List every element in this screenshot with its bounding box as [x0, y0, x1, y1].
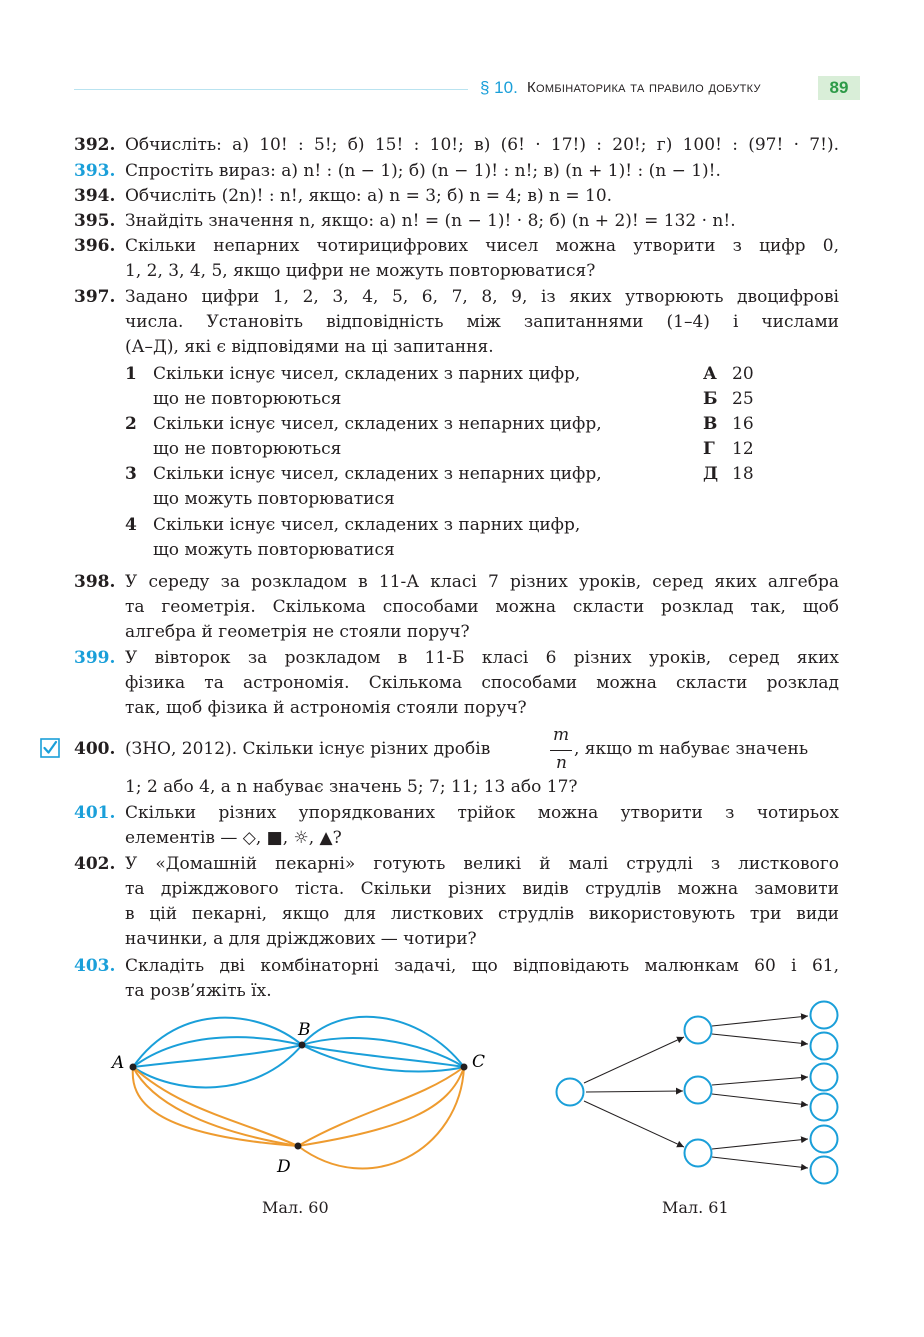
question-text: Скільки існує чисел, складених з непарних цифр,: [153, 414, 602, 434]
problem-398-line2: та геометрія. Скількома способами можна скласти розклад так, щоб: [125, 597, 839, 617]
problem-396-line2: 1, 2, 3, 4, 5, якщо цифри не можуть повторюватися?: [125, 261, 596, 281]
label-b: B: [298, 1020, 311, 1040]
problem-394-text: Обчисліть (2n)! : n!, якщо: а) n = 3; б) n = 4; в) n = 10.: [125, 186, 613, 206]
problem-395-text: Знайдіть значення n, якщо: а) n! = (n − 1)! · 8; б) (n + 2)! = 132 · n!.: [125, 211, 736, 231]
problem-number-399: 399.: [74, 648, 116, 668]
section-title: Комбінаторика та правило добутку: [527, 79, 761, 96]
question-text: що не повторюються: [153, 389, 342, 409]
answer-value: 18: [732, 464, 754, 484]
problem-396-line1: Скільки непарних чотирицифрових чисел можна утворити з цифр 0,: [125, 236, 839, 256]
problem-401-line2: елементів — ◇, ■, ☼, ▲?: [125, 828, 342, 848]
problem-number-403: 403.: [74, 956, 116, 976]
problem-398-line3: алгебра й геометрія не стояли поруч?: [125, 622, 470, 642]
problem-400-line1-start: (ЗНО, 2012). Скільки існує різних дробів: [125, 739, 491, 759]
problem-400-line1-end: , якщо m набуває значень: [574, 739, 809, 759]
tree-nodes: [557, 1002, 838, 1184]
problem-number-395: 395.: [74, 211, 116, 231]
problem-402-line4: начинки, а для дріжджових — чотири?: [125, 929, 477, 949]
question-number: 4: [125, 515, 137, 535]
problem-number-398: 398.: [74, 572, 116, 592]
problem-403-line1: Складіть дві комбінаторні задачі, що відповідають малюнкам 60 і 61,: [125, 956, 839, 976]
fraction-numerator: m: [553, 725, 570, 745]
label-a: A: [112, 1053, 125, 1073]
question-number: 3: [125, 464, 137, 484]
answer-value: 25: [732, 389, 754, 409]
label-c: C: [472, 1052, 486, 1072]
question-number: 1: [125, 364, 137, 384]
figure-60-caption: Мал. 60: [262, 1198, 329, 1217]
page-number: 89: [818, 76, 860, 100]
answer-value: 20: [732, 364, 754, 384]
problem-397-line1: Задано цифри 1, 2, 3, 4, 5, 6, 7, 8, 9, із яких утворюють двоцифрові: [125, 287, 839, 307]
problem-403-line2: та розв’яжіть їх.: [125, 981, 272, 1001]
problem-399-line3: так, щоб фізика й астрономія стояли поруч?: [125, 698, 527, 718]
question-text: Скільки існує чисел, складених з парних цифр,: [153, 515, 581, 535]
question-text: Скільки існує чисел, складених з непарних цифр,: [153, 464, 602, 484]
problem-number-392: 392.: [74, 135, 116, 155]
problem-number-396: 396.: [74, 236, 116, 256]
answer-letter: Д: [703, 464, 719, 484]
problem-number-397: 397.: [74, 287, 116, 307]
question-text: що не повторюються: [153, 439, 342, 459]
problem-402-line3: в цій пекарні, якщо для листкових струдлів використовують три види: [125, 904, 839, 924]
answer-letter: А: [703, 364, 717, 384]
answer-letter: В: [703, 414, 718, 434]
section-number: § 10.: [480, 78, 518, 97]
problem-number-401: 401.: [74, 803, 116, 823]
figure-61-caption: Мал. 61: [662, 1198, 729, 1217]
problem-number-400: 400.: [74, 739, 116, 759]
question-text: Скільки існує чисел, складених з парних цифр,: [153, 364, 581, 384]
answer-value: 12: [732, 439, 754, 459]
problem-397-line2: числа. Установіть відповідність між запитаннями (1–4) і числами: [125, 312, 839, 332]
problem-399-line2: фізика та астрономія. Скількома способами можна скласти розклад: [125, 673, 839, 693]
question-text: що можуть повторюватися: [153, 489, 395, 509]
problem-401-line1: Скільки різних упорядкованих трійок можна утворити з чотирьох: [125, 803, 839, 823]
problem-392-text: Обчисліть: а) 10! : 5!; б) 15! : 10!; в) (6! · 17!) : 20!; г) 100! : (97! · 7!).: [125, 135, 839, 155]
question-number: 2: [125, 414, 137, 434]
answer-letter: Б: [703, 389, 718, 409]
problem-number-402: 402.: [74, 854, 116, 874]
problem-393-text: Спростіть вираз: а) n! : (n − 1); б) (n − 1)! : n!; в) (n + 1)! : (n − 1)!.: [125, 161, 721, 181]
question-text: що можуть повторюватися: [153, 540, 395, 560]
problem-number-394: 394.: [74, 186, 116, 206]
problem-397-line3: (А–Д), які є відповідями на ці запитання.: [125, 337, 494, 357]
problem-398-line1: У середу за розкладом в 11-А класі 7 різних уроків, серед яких алгебра: [125, 572, 839, 592]
problem-402-line1: У «Домашній пекарні» готують великі й малі струдлі з листкового: [125, 854, 839, 874]
problem-402-line2: та дріжджового тіста. Скільки різних видів струдлів можна замовити: [125, 879, 839, 899]
fraction-denominator: n: [556, 753, 567, 773]
label-d: D: [277, 1157, 291, 1177]
problem-number-393: 393.: [74, 161, 116, 181]
answer-letter: Г: [703, 439, 715, 459]
problem-399-line1: У вівторок за розкладом в 11-Б класі 6 різних уроків, серед яких: [125, 648, 839, 668]
problem-400-line2: 1; 2 або 4, а n набуває значень 5; 7; 11; 13 або 17?: [125, 777, 578, 797]
answer-value: 16: [732, 414, 754, 434]
